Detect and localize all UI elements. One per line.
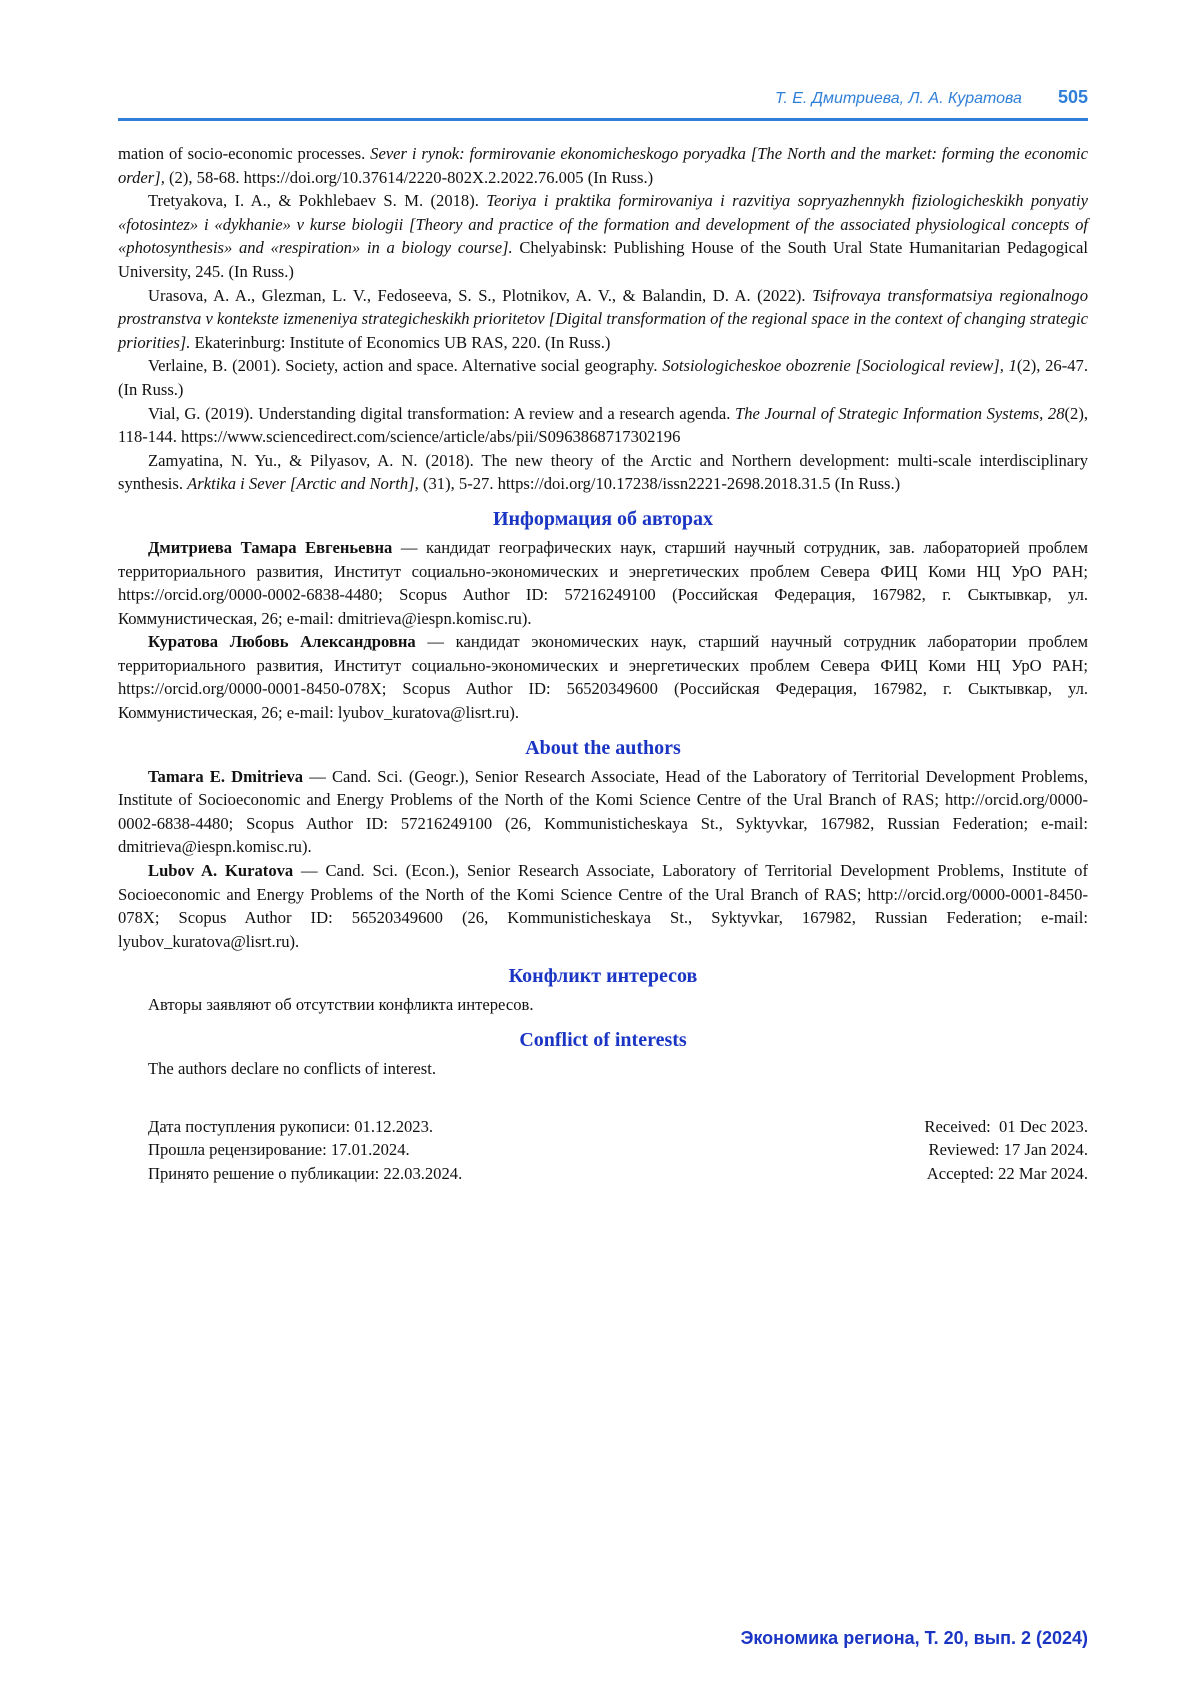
conflict-text-en: The authors declare no conflicts of interest. [118, 1057, 1088, 1081]
ref-source: Arktika i Sever [Arctic and North], [187, 474, 419, 493]
author-bio [118, 859, 1088, 953]
date-accepted-ru: Принято решение о публикации: 22.03.2024. [148, 1162, 462, 1186]
author-text: — Cand. Sci. (Geogr.), Senior Research Associate, Head of the Laboratory of Territorial Development Problems, Institute of Socioeconomic and Energy Problems of the North of the Komi Science Centre of the Ural Branch of RAS; http://orcid.org/0000-0002-6838-4480; Scopus Author ID: 57216249100 (26, Kommunisticheskaya St., Syktyvkar, 167982, Russian Federation; e-mail: dmitrieva@iespn.komisc.ru). [118, 767, 1088, 857]
reference-item [118, 284, 1088, 355]
date-received-en: Received: 01 Dec 2023. [924, 1115, 1088, 1139]
date-reviewed-en: Reviewed: 17 Jan 2024. [924, 1138, 1088, 1162]
page-content [118, 142, 1088, 1185]
ref-source: Teoriya i praktika formirovaniya i razvitiya sopryazhennykh fiziologicheskikh ponyatiy «fotosintez» i «dykhanie» v kurse biologii [Theory and practice of the formation and development of the associated physiological concepts of «photosynthesis» and «respiration» in a biology course]. [118, 191, 1088, 257]
header-authors: Т. Е. Дмитриева, Л. А. Куратова [775, 90, 1022, 108]
section-heading-conflict-en: Conflict of interests [118, 1027, 1088, 1053]
date-received-ru: Дата поступления рукописи: 01.12.2023. [148, 1115, 462, 1139]
date-reviewed-ru: Прошла рецензирование: 17.01.2024. [148, 1138, 462, 1162]
ref-source: Tsifrovaya transformatsiya regionalnogo prostranstva v kontekste izmeneniya strategicheskikh prioritetov [Digital transformation of the regional space in the context of changing strategic priorities]. [118, 286, 1088, 352]
date-accepted-en: Accepted: 22 Mar 2024. [924, 1162, 1088, 1186]
ref-source: Sotsiologicheskoe obozrenie [Sociological review], 1 [662, 356, 1017, 375]
reference-item [118, 189, 1088, 283]
ref-text: (31), 5-27. https://doi.org/10.17238/issn2221-2698.2018.31.5 (In Russ.) [419, 474, 900, 493]
author-bio [118, 536, 1088, 630]
conflict-text-ru: Авторы заявляют об отсутствии конфликта интересов. [118, 993, 1088, 1017]
ref-text: Chelyabinsk: Publishing House of the South Ural State Humanitarian Pedagogical University, 245. (In Russ.) [118, 238, 1088, 281]
running-header [118, 84, 1088, 121]
section-heading-conflict-ru: Конфликт интересов [118, 963, 1088, 989]
author-name: Куратова Любовь Александровна [148, 632, 416, 651]
ref-source: The Journal of Strategic Information Systems, 28 [735, 404, 1065, 423]
reference-item [118, 142, 1088, 189]
ref-text: Vial, G. (2019). Understanding digital transformation: A review and a research agenda. [148, 404, 735, 423]
ref-text: (2), 26-47. (In Russ.) [118, 356, 1088, 399]
section-heading-authors-en: About the authors [118, 735, 1088, 761]
reference-item [118, 354, 1088, 401]
author-name: Lubov A. Kuratova [148, 861, 293, 880]
reference-item [118, 402, 1088, 449]
ref-text: (2), 118-144. https://www.sciencedirect.com/science/article/abs/pii/S0963868717302196 [118, 404, 1088, 447]
dates-ru [148, 1115, 462, 1186]
author-name: Tamara E. Dmitrieva [148, 767, 303, 786]
author-text: — Cand. Sci. (Econ.), Senior Research Associate, Laboratory of Territorial Development Problems, Institute of Socioeconomic and Energy Problems of the North of the Komi Science Centre of the Ural Branch of RAS; http://orcid.org/0000-0001-8450-078X; Scopus Author ID: 56520349600 (26, Kommunisticheskaya St., Syktyvkar, 167982, Russian Federation; e-mail: lyubov_kuratova@lisrt.ru). [118, 861, 1088, 951]
section-heading-authors-ru: Информация об авторах [118, 506, 1088, 532]
reference-item [118, 449, 1088, 496]
ref-text: (2), 58-68. https://doi.org/10.37614/2220-802X.2.2022.76.005 (In Russ.) [165, 168, 653, 187]
journal-footer: Экономика региона, Т. 20, вып. 2 (2024) [741, 1628, 1088, 1649]
ref-text: Verlaine, B. (2001). Society, action and space. Alternative social geography. [148, 356, 662, 375]
ref-text: Zamyatina, N. Yu., & Pilyasov, A. N. (2018). The new theory of the Arctic and Northern development: multi-scale interdisciplinary synthesis. [118, 451, 1088, 494]
manuscript-dates [118, 1115, 1088, 1186]
dates-en [924, 1115, 1088, 1186]
author-bio [118, 630, 1088, 724]
author-text: — кандидат экономических наук, старший научный сотрудник лаборатории проблем территориального развития, Институт социально-экономических и энергетических проблем Севера ФИЦ Коми НЦ УрО РАН; https://orcid.org/0000-0001-8450-078X; Scopus Author ID: 56520349600 (Российская Федерация, 167982, г. Сыктывкар, ул. Коммунистическая, 26; e-mail: lyubov_kuratova@lisrt.ru). [118, 632, 1088, 722]
author-text: — кандидат географических наук, старший научный сотрудник, зав. лабораторией проблем территориального развития, Институт социально-экономических и энергетических проблем Севера ФИЦ Коми НЦ УрО РАН; https://orcid.org/0000-0002-6838-4480; Scopus Author ID: 57216249100 (Российская Федерация, 167982, г. Сыктывкар, ул. Коммунистическая, 26; e-mail: dmitrieva@iespn.komisc.ru). [118, 538, 1088, 628]
author-name: Дмитриева Тамара Евгеньевна [148, 538, 392, 557]
ref-text: Tretyakova, I. A., & Pokhlebaev S. M. (2018). [148, 191, 486, 210]
ref-text: Urasova, A. A., Glezman, L. V., Fedoseeva, S. S., Plotnikov, A. V., & Balandin, D. A. (2022). [148, 286, 812, 305]
ref-text: Ekaterinburg: Institute of Economics UB RAS, 220. (In Russ.) [190, 333, 610, 352]
author-bio [118, 765, 1088, 859]
ref-source: Sever i rynok: formirovanie ekonomicheskogo poryadka [The North and the market: forming the economic order], [118, 144, 1088, 187]
reference-list [118, 142, 1088, 496]
ref-text: mation of socio-economic processes. [118, 144, 370, 163]
page-number: 505 [1058, 87, 1088, 108]
